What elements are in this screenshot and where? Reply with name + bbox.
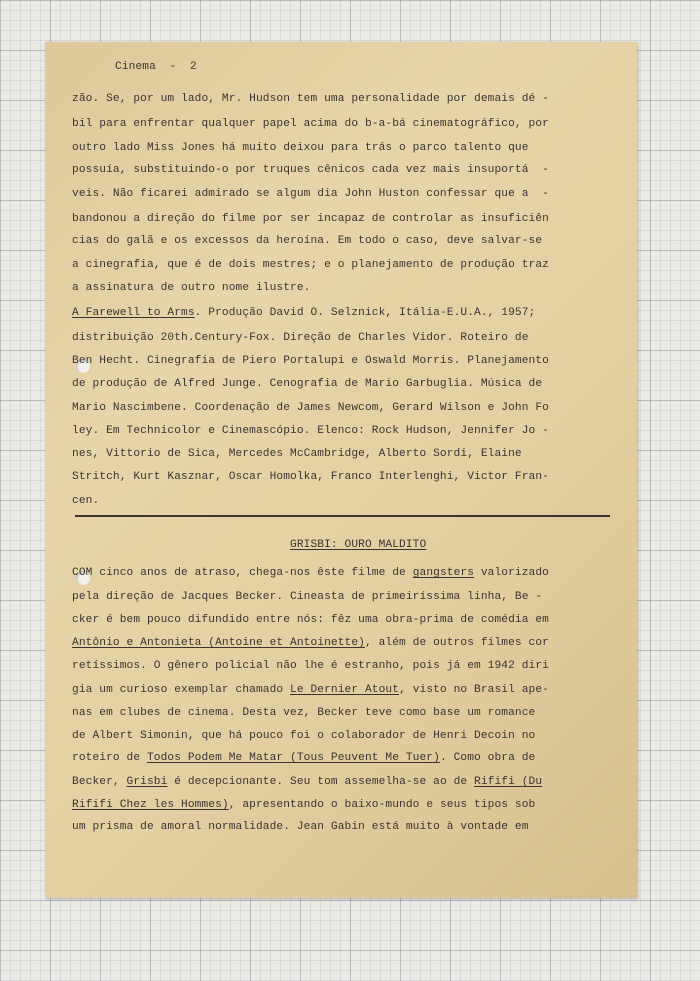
text-line [72,751,535,765]
text-line [72,683,549,697]
section-divider [75,515,610,517]
text-line: nas em clubes de cinema. Desta vez, Becker teve como base um romance [72,707,536,719]
text-line [72,798,535,812]
text-line [72,775,542,789]
film-title: Todos Podem Me Matar (Tous Peuvent Me Tuer) [146,752,440,764]
text-line: pela direção de Jacques Becker. Cineasta de primeiríssima linha, Be - [72,591,543,603]
text-line: Ben Hecht. Cinegrafia de Piero Portalupi e Oswald Morris. Planejamento [72,355,549,367]
text-line: cen. [72,495,100,507]
text-line: a assinatura de outro nome ilustre. [72,282,311,294]
text-line [72,566,549,580]
text-line: de produção de Alfred Junge. Cenografia de Mario Garbuglia. Música de [72,378,543,390]
text-line: Stritch, Kurt Kasznar, Oscar Homolka, Franco Interlenghi, Victor Fran- [72,471,549,483]
film-title: Antônio e Antonieta (Antoine et Antoinette) [72,637,365,649]
text-span: COM cinco anos de atraso, chega-nos êste filme de [72,567,413,579]
text-line: ley. Em Technicolor e Cinemascópio. Elenco: Rock Hudson, Jennifer Jo - [72,425,549,437]
text-span: valorizado [474,567,549,579]
text-line: nes, Vittorio de Sica, Mercedes McCambridge, Alberto Sordi, Elaine [72,448,522,460]
text-line: outro lado Miss Jones há muito deixou para trás o parco talento que [72,142,529,154]
film-title: Grisbi [126,776,168,788]
underlined-term: gangsters [412,567,475,579]
film-title: Le Dernier Atout [290,684,400,696]
film-title: A Farewell to Arms [72,307,195,319]
film-title: Rififi (Du [474,776,543,788]
text-span: , apresentando o baixo-mundo e seus tipos sob [228,799,536,811]
review-heading: GRISBI: OURO MALDITO [290,539,427,551]
text-line: Mario Nascimbene. Coordenação de James Newcom, Gerard Wilson e John Fo [72,402,549,414]
page-header: Cinema - 2 [115,61,197,73]
text-line: possuía, substituindo-o por truques cênicos cada vez mais insuportá - [72,164,549,176]
text-line: de Albert Simonin, que há pouco foi o colaborador de Henri Decoin no [72,730,536,742]
text-span: . Produção David O. Selznick, Itália-E.U.A., 1957; [194,307,536,319]
text-line: cker é bem pouco difundido entre nós: fêz uma obra-prima de comédia em [72,614,549,626]
text-span: gia um curioso exemplar chamado [72,684,291,696]
credits-first-line [72,306,535,320]
text-span: , visto no Brasil ape- [399,684,549,696]
text-line: zão. Se, por um lado, Mr. Hudson tem uma personalidade por demais dé - [72,93,549,105]
text-line: um prisma de amoral normalidade. Jean Gabin está muito à vontade em [72,821,529,833]
text-line: cias do galã e os excessos da heroína. Em todo o caso, deve salvar-se [72,235,543,247]
text-line: bandonou a direção do filme por ser incapaz de controlar as insuficiên [72,213,549,225]
text-line: distribuição 20th.Century-Fox. Direção de Charles Vidor. Roteiro de [72,332,529,344]
text-span: . Como obra de [439,752,536,764]
text-line: veis. Não ficarei admirado se algum dia John Huston confessar que a - [72,188,549,200]
text-line: retíssimos. O gênero policial não lhe é estranho, pois já em 1942 diri [72,660,549,672]
text-line: bil para enfrentar qualquer papel acima do b-a-bá cinematográfico, por [72,118,549,130]
text-span: Becker, [72,776,127,788]
text-span: é decepcionante. Seu tom assemelha-se ao de [167,776,475,788]
text-span: , além de outros filmes cor [364,637,549,649]
text-span: roteiro de [72,752,147,764]
film-title: Rififi Chez les Hommes) [72,799,229,811]
text-line [72,636,549,650]
text-line: a cinegrafia, que é de dois mestres; e o planejamento de produção traz [72,259,549,271]
